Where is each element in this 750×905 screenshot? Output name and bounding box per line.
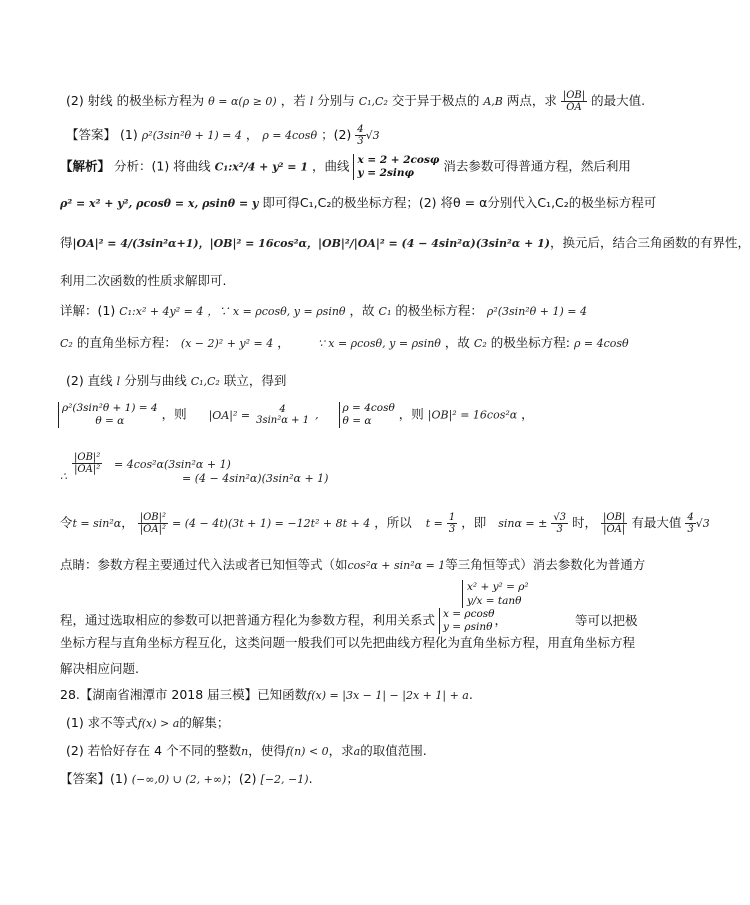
comment-text-2b: ， [494,612,507,628]
detail-subst-2: ∵ x = ρcosθ, y = ρsinθ [317,337,441,350]
sub-m-root: √3 [695,517,710,530]
q28-part1 [66,714,229,733]
system-1: ρ²(3sin²θ + 1) = 4 θ = α [58,402,158,428]
analysis-text-3b: ，换元后，结合三角函数的有界性， [550,235,750,250]
analysis-text-4: 利用二次函数的性质求解即可. [60,273,227,288]
sub-s-frac: $\frac{√3}{3}$ [553,512,567,535]
systems-end: ， [521,406,534,422]
detail-line-3 [66,372,286,391]
comment-text-2c: 等可以把极 [574,612,638,628]
q28-answer-label: 【答案】 [60,771,111,786]
detail-c1-eq: C₁:x² + 4y² = 4 [119,305,204,318]
detail-subst: ，∵ x = ρcosθ, y = ρsinθ [207,305,346,318]
comment-system-2: x = ρcosθ y = ρsinθ [439,608,494,634]
detail-text-3b: 分别与曲线 [124,373,187,388]
q2-mid1: 的极坐标方程为 [116,93,205,108]
analysis-label: 【解析】 [60,158,111,174]
q2-mid3: 分别与 [317,93,355,108]
systems-line: ρ²(3sin²θ + 1) = 4 θ = α ，则 |OA|² = 4 3sin²α + 1 , ρ = 4cosθ θ = α ，则 |OB|² = 16cos²α ， [58,402,534,428]
answer-root: √3 [365,129,380,142]
sub-suo: ，所以 [374,515,412,530]
systems-then-1: ，则 [161,406,187,422]
sub-ling: 令 [60,515,73,530]
sub-rhs: = (4 − 4t)(3t + 1) = −12t² + 8t + 4 [172,517,371,530]
comment-identity: cos²α + sin²α = 1 [347,559,446,572]
systems-then-2: ，则 [398,406,424,422]
question-2-line [66,90,645,113]
sub-m-frac: $\frac{4}{3}$ [687,512,694,535]
ratio-eq2: = (4 − 4sin²α)(3sin²α + 1) [182,472,329,485]
detail-c2: C₂ [60,337,73,350]
question-28-line [60,686,473,705]
q28-text-a: 已知函数 [257,687,308,702]
q2-l: l [309,95,314,108]
analysis-oa-eq: |OA|² = 4/(3sin²α+1) [72,237,199,250]
q2-mid4: 交于异于极点的 [391,93,480,108]
comment-line-1 [60,556,645,575]
q28-p2-n: n [241,745,249,758]
detail-text-2c: ，故 [444,335,470,350]
detail-text-3d: 联立，得到 [223,373,287,388]
q28-function: f(x) = |3x − 1| − |2x + 1| + a [307,689,469,702]
comment-text-3: 坐标方程与直角坐标方程互化，这类问题一般我们可以先把曲线方程化为直角坐标方程，用直角坐标方程 [60,635,636,650]
sub-t-def: t = sin²α [72,517,122,530]
q2-mid2: ，若 [280,93,306,108]
q28-p2-text-d: 的取值范围. [360,743,427,758]
q28-p2-text-b: ，使得 [248,743,286,758]
analysis-text-1c: 消去参数可得普通方程，然后利用 [443,158,631,174]
sub-you: 有最大值 [631,515,682,530]
q28-p1-text-b: 的解集； [179,715,230,730]
detail-text-3a: (2) 直线 [66,373,113,388]
detail-text-1c: ，故 [349,303,375,318]
sub-t-eq: t = [425,517,443,530]
analysis-c1: C₁:x²/4 + y² = 1 [214,160,308,174]
analysis-ob-eq: ，|OB|² = 16cos²α，|OB|²/|OA|² = (4 − 4sin²α)(3sin²α + 1) [198,237,551,250]
q2-prefix: (2) 射线 [66,93,113,108]
detail-line-1 [60,302,587,321]
answer-eq2: ρ = 4cosθ [262,129,318,142]
ratio-eq1: = 4cos²α(3sin²α + 1) [114,458,231,471]
q28-p2-a: a [353,745,361,758]
sub-shi: 时， [572,515,598,530]
q28-answer [60,770,313,789]
systems-ob: |OB|² = 16cos²α [427,408,518,422]
comment-text-1a: 点睛：参数方程主要通过代入法或者已知恒等式（如 [60,557,348,572]
comment-line-3 [60,634,635,652]
systems-oa-frac: 4 3sin²α + 1 [256,404,310,426]
q28-p1-ineq: f(x) > a [137,717,180,730]
sub-comma: ， [121,515,134,530]
comment-text-2a: 程，通过选取相应的参数可以把普通方程化为参数方程，利用关系式 [60,612,436,628]
q28-source: 【湖南省湘潭市 2018 届三模】 [79,687,258,702]
sub-sina: sinα = ± [498,517,548,530]
q28-p2-ineq: f(n) < 0 [285,745,329,758]
q28-answer-2-eq: [−2, −1) [260,773,309,786]
detail-c2-eq: (x − 2)² + y² = 4 [180,337,274,350]
substitution-line [60,512,710,535]
analysis-polar-eqs: ρ² = x² + y², ρcosθ = x, ρsinθ = y [60,197,259,210]
q2-suffix: 的最大值. [591,93,646,108]
systems-oa-lhs: |OA|² = [208,408,251,422]
q28-number: 28. [60,687,80,702]
sub-ji: ，即 [461,515,487,530]
analysis-text-2b: 即可得C₁,C₂的极坐标方程；(2) 将θ = α分别代入C₁,C₂的极坐标方程可 [262,195,657,210]
detail-c1c2: C₁,C₂ [190,375,220,388]
q28-answer-2: ；(2) [226,771,257,786]
q2-ab: A,B [483,95,503,108]
answer-part1: (1) [120,127,138,142]
q2-c1c2: C₁,C₂ [358,95,388,108]
analysis-text-1b: ，曲线 [311,158,350,174]
answer-sep: ， [245,127,259,142]
detail-text-1a: 详解：(1) [60,303,116,318]
ratio-therefore: ∴ [60,470,67,483]
q28-answer-end: . [308,771,313,786]
analysis-line-3 [60,234,750,253]
q28-p2-text-c: ，求 [328,743,354,758]
q28-part2 [66,742,427,761]
sub-frac: $\frac{\text{|OB|²}}{\text{|OA|²}}$ [139,512,167,535]
analysis-line-2 [60,194,656,213]
system-2: ρ = 4cosθ θ = α [339,402,395,428]
q28-answer-1: (1) [110,771,128,786]
answer-1-line [66,124,380,147]
analysis-line-1 [60,154,631,180]
answer-label: 【答案】 [66,127,117,142]
q2-fraction: $\frac{|OB|}{OA}$ [562,90,586,113]
answer-part2: ；(2) [321,127,352,142]
detail-text-2d: 的极坐标方程: [490,335,570,350]
answer-frac: $\frac{4}{3}$ [357,124,364,147]
analysis-line-4 [60,272,226,290]
analysis-text-3a: 得 [60,235,73,250]
ratio-frac: $\frac{\text{|OB|²}}{\text{|OA|²}}$ [74,452,101,475]
q28-answer-1-eq: (−∞,0) ∪ (2, +∞) [131,773,227,786]
detail-line-2 [60,334,629,353]
q28-end: . [468,687,473,702]
sub-t-frac: $\frac{1}{3}$ [448,512,456,535]
analysis-text-1a: 分析：(1) 将曲线 [114,158,211,174]
detail-text-2b: ， [277,335,290,350]
q2-eq1: θ = α(ρ ≥ 0) [208,95,277,108]
detail-text-2a: 的直角坐标方程： [76,335,177,350]
comment-line-4 [60,660,139,678]
comment-text-4: 解决相应问题. [60,661,139,676]
q28-p1-text-a: (1) 求不等式 [66,715,138,730]
detail-c2-b: C₂ [473,337,487,350]
q2-mid5: 两点，求 [506,93,557,108]
detail-l: l [116,375,121,388]
detail-c2-polar: ρ = 4cosθ [573,337,629,350]
q28-p2-text-a: (2) 若恰好存在 4 个不同的整数 [66,743,242,758]
comment-line-2 [60,608,638,634]
sub-r-frac: $\frac{|OB|}{|OA|}$ [603,512,626,535]
detail-text-1d: 的极坐标方程： [395,303,483,318]
analysis-c2-system: x = 2 + 2cosφ y = 2sinφ [353,154,439,180]
comment-text-1b: 等三角恒等式）消去参数化为普通方 [445,557,646,572]
detail-c1-polar: ρ²(3sin²θ + 1) = 4 [486,305,588,318]
detail-c1: C₁ [378,305,392,318]
comment-system-3: x² + y² = ρ² y/x = tanθ [462,580,529,608]
answer-eq1: ρ²(3sin²θ + 1) = 4 [141,129,242,142]
